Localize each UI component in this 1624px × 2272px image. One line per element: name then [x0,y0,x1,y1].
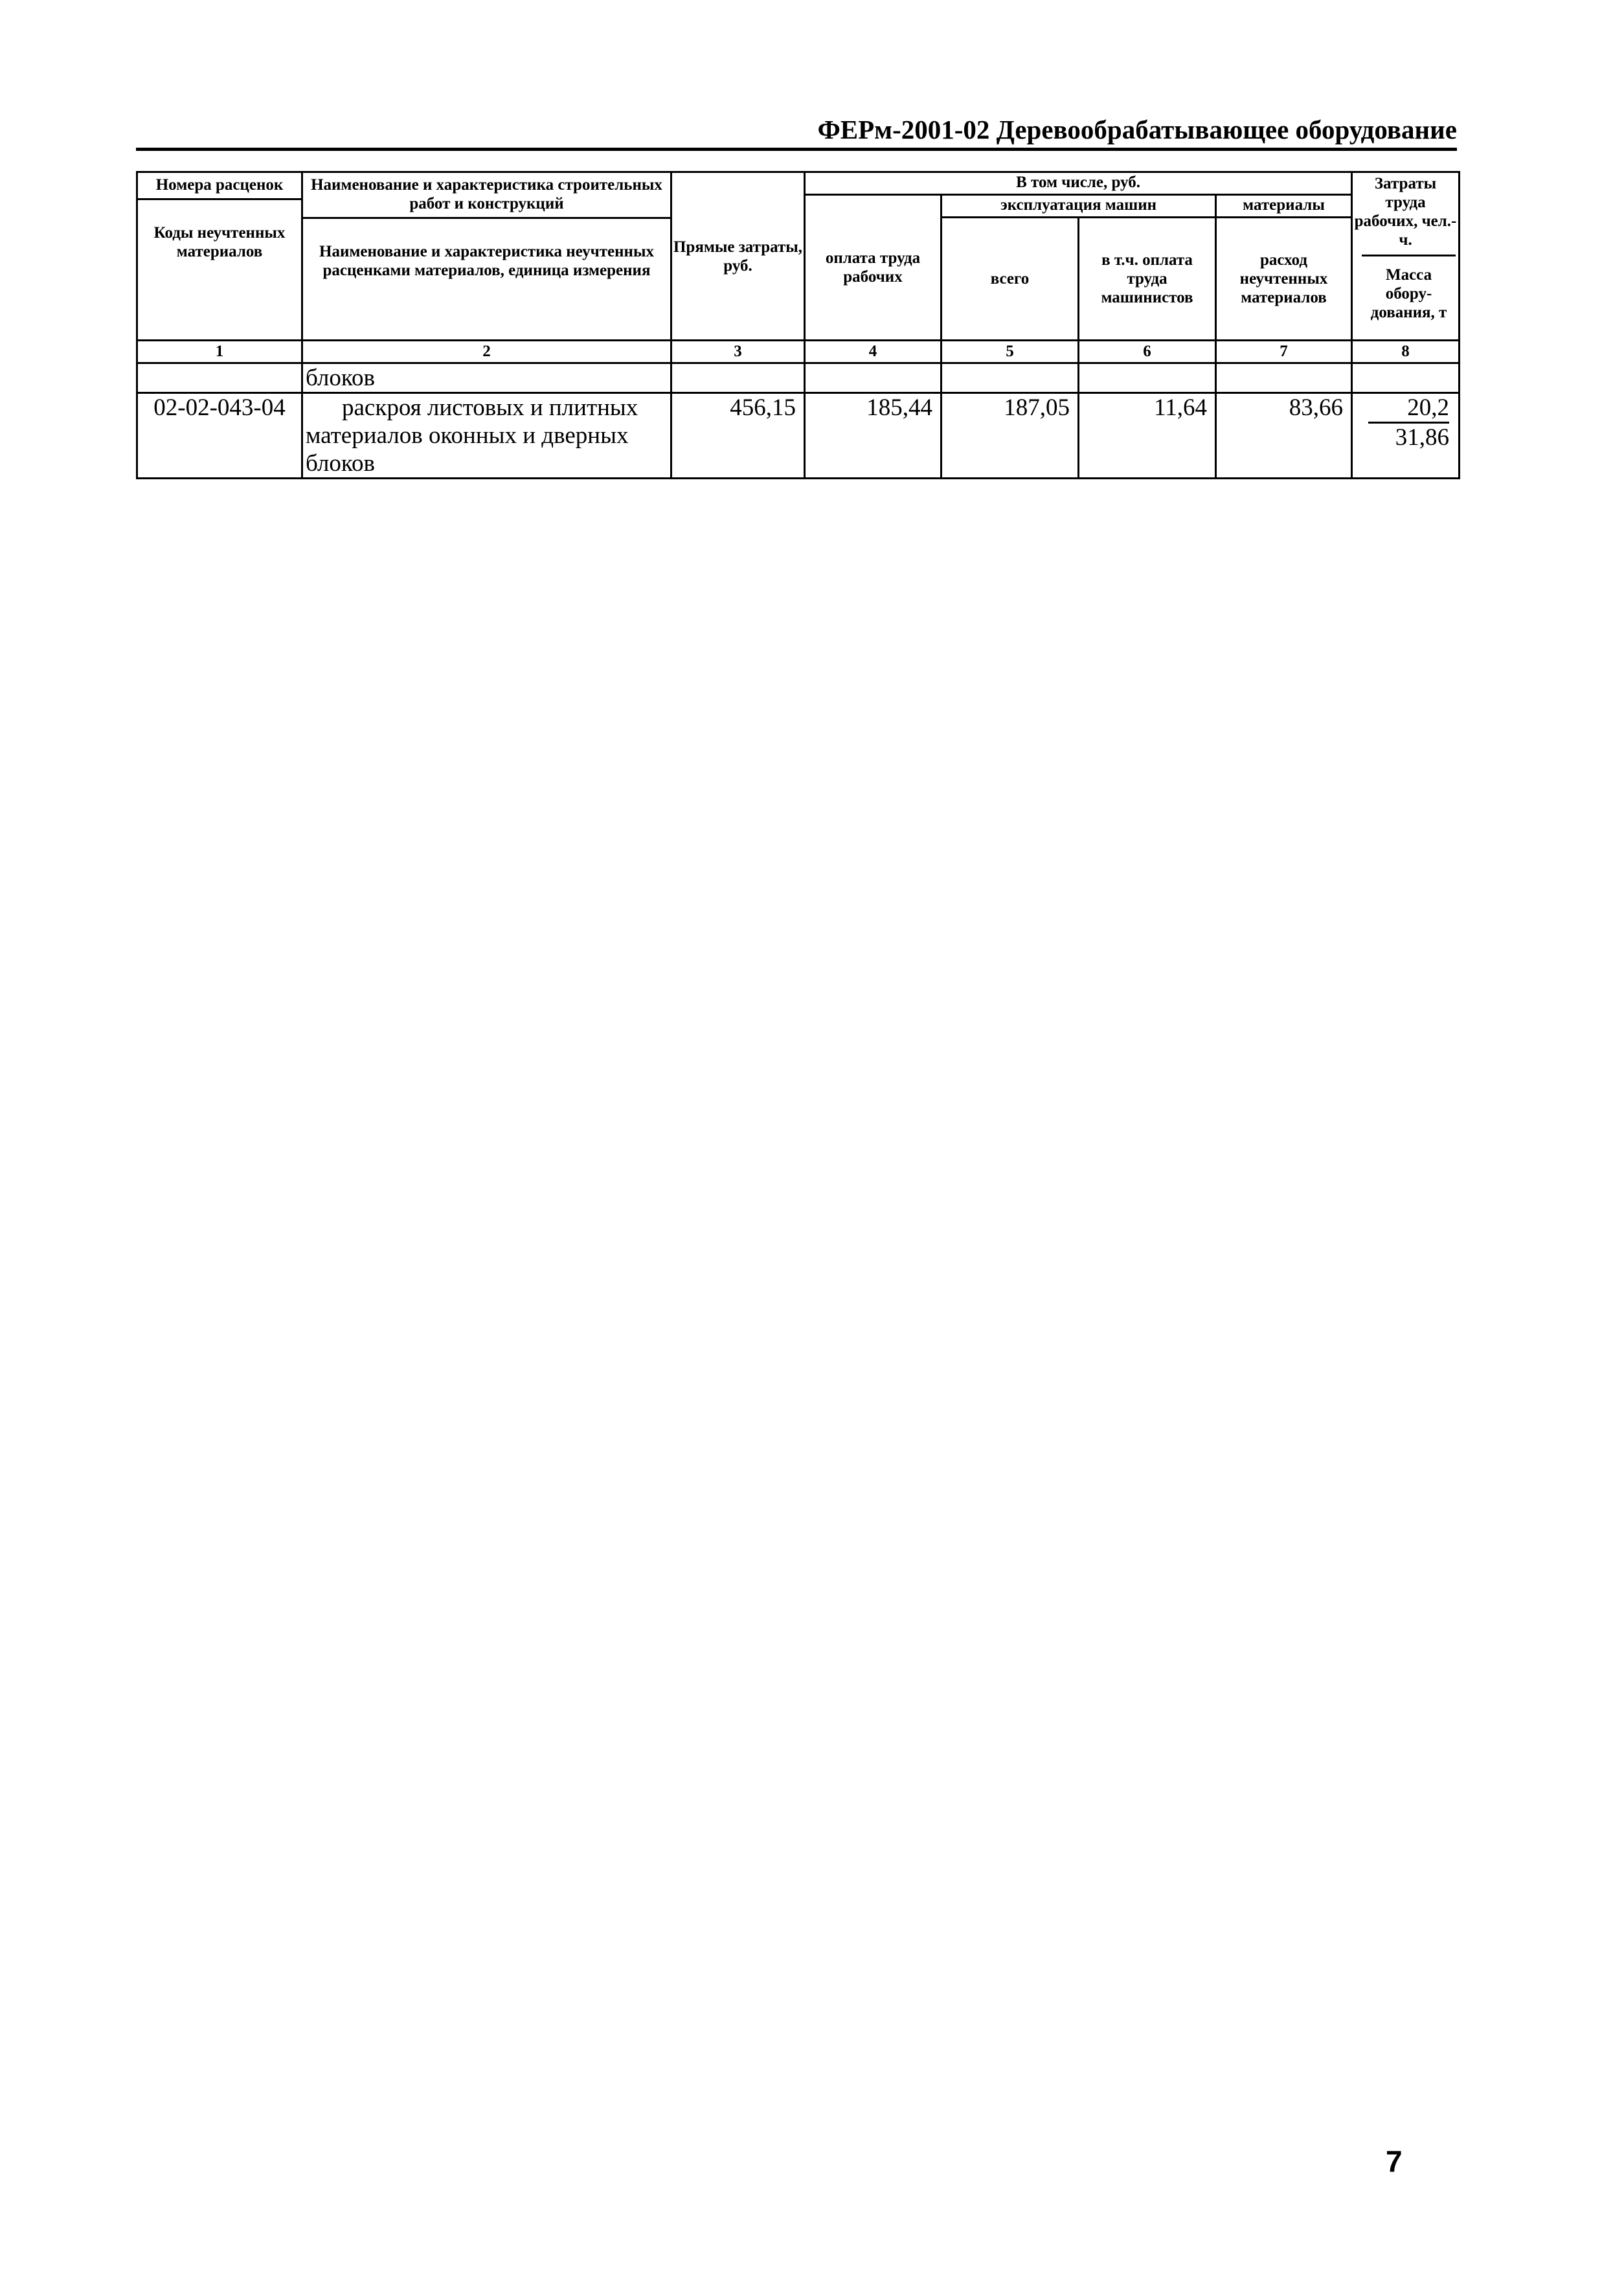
header-material-codes: Коды неучтенных материалов [153,224,286,260]
materials-value: 83,66 [1216,393,1352,479]
table-header-row-1 [137,172,1460,195]
rate-code: 02-02-043-04 [137,393,302,479]
header-col-8 [1352,172,1460,341]
machines-total-value: 187,05 [942,393,1079,479]
column-number-7: 7 [1216,341,1352,363]
header-equipment-mass: Масса обору-дования, т [1362,255,1456,322]
document-title: ФЕРм-2001-02 Деревообрабатывающее оборудование [817,115,1457,144]
labor-hours-value: 20,2 [1368,394,1449,424]
rates-table [136,171,1460,479]
rate-description-line-1: раскроя листовых и плитных [342,394,638,421]
header-labor-hours: Затраты труда рабочих, чел.-ч. [1354,175,1457,249]
header-machines-total: всего [942,218,1079,341]
column-number-5: 5 [942,341,1079,363]
labor-pay-value: 185,44 [805,393,942,479]
rate-description-line-2: материалов оконных и дверных [306,422,629,449]
page-number: 7 [1386,2144,1403,2178]
table-row [137,393,1460,479]
header-col-1 [137,172,302,341]
rate-description [302,393,671,479]
column-number-2: 2 [302,341,671,363]
header-including: В том числе, руб. [805,172,1352,195]
header-machinists-pay: в т.ч. оплата труда машинистов [1079,218,1216,341]
column-number-8: 8 [1352,341,1460,363]
header-materials-name: Наименование и характеристика неучтенных расценками материалов, единица измерения [319,243,654,279]
column-number-1: 1 [137,341,302,363]
continuation-text: блоков [302,363,671,393]
column-number-4: 4 [805,341,942,363]
header-direct-costs: Прямые затраты, руб. [671,172,805,341]
header-rate-numbers: Номера расценок [138,173,301,200]
rate-description-line-3: блоков [306,450,375,477]
continuation-row [137,363,1460,393]
column-number-3: 3 [671,341,805,363]
direct-costs-value: 456,15 [671,393,805,479]
page-header [136,114,1457,151]
column-number-6: 6 [1079,341,1216,363]
header-materials-group: материалы [1216,195,1352,218]
header-col-2 [302,172,671,341]
header-labor-pay: оплата труда рабочих [805,195,942,341]
machinists-pay-value: 11,64 [1079,393,1216,479]
column-numbers-row [137,341,1460,363]
labor-mass-cell [1352,393,1460,479]
header-unaccounted-materials: расход неучтенных материалов [1216,218,1352,341]
header-machines: эксплуатация машин [942,195,1216,218]
header-works-name: Наименование и характеристика строительных работ и конструкций [303,173,670,219]
equipment-mass-value: 31,86 [1395,424,1450,451]
